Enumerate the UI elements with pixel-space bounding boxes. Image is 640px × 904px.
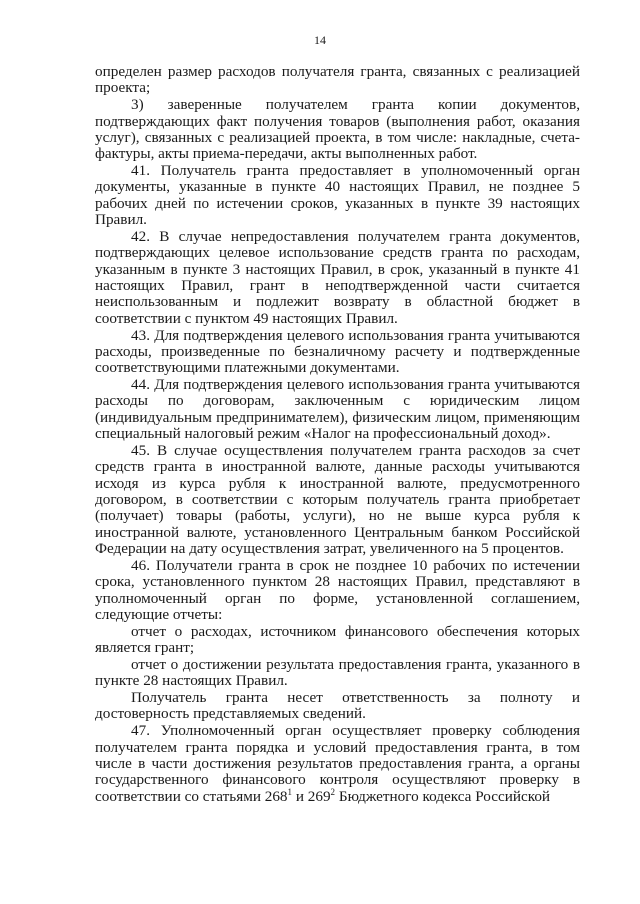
paragraph-47-text-a: 47. Уполномоченный орган осуществляет проверку соблюдения получателем гранта порядка и условий предоставления гранта, в том числе в части достижения результатов предоставления гранта, а органы государственного финансового контроля осуществляют проверку в соответствии со статьями 268	[95, 722, 580, 805]
paragraph-46-responsibility: Получатель гранта несет ответственность за полноту и достоверность представляемых сведений.	[95, 689, 580, 723]
document-body	[95, 64, 580, 805]
paragraph-46-report-results: отчет о достижении результата предоставления гранта, указанного в пункте 28 настоящих Правил.	[95, 655, 580, 690]
paragraph-continuation: определен размер расходов получателя гранта, связанных с реализацией проекта;	[95, 63, 580, 97]
paragraph-45: 45. В случае осуществления получателем гранта расходов за счет средств гранта в иностранной валюте, данные расходы учитываются исходя из курса рубля к иностранной валюте, предусмотренного договором, в соответствии с которым получатель гранта приобретает (получает) товары (работы, услуги), но не выше курса рубля к иностранной валюте, установленного Центральным банком Российской Федерации на дату осуществления затрат, увеличенного на 5 процентов.	[95, 441, 580, 557]
page-number: 14	[314, 33, 326, 47]
paragraph-41: 41. Получатель гранта предоставляет в уполномоченный орган документы, указанные в пункте 40 настоящих Правил, не позднее 5 рабочих дней по истечении сроков, указанных в пункте 39 настоящих Правил.	[95, 162, 580, 229]
paragraph-43: 43. Для подтверждения целевого использования гранта учитываются расходы, произведенные по безналичному расчету и подтвержденные соответствующими платежными документами.	[95, 326, 580, 377]
paragraph-42: 42. В случае непредоставления получателем гранта документов, подтверждающих целевое использование средств гранта по расходам, указанным в пункте 3 настоящих Правил, в срок, указанный в пункте 41 настоящих Правил, грант в неподтвержденной части считается неиспользованным и подлежит возврату в областной бюджет в соответствии с пунктом 49 настоящих Правил.	[95, 227, 580, 327]
paragraph-46-report-expenses: отчет о расходах, источником финансового обеспечения которых является грант;	[95, 622, 580, 657]
paragraph-item-3: 3) заверенные получателем гранта копии документов, подтверждающих факт получения товаров (выполнения работ, оказания услуг), связанных с реализацией проекта, в том числе: накладные, счета-фактуры, акты приема-передачи, акты выполненных работ.	[95, 96, 580, 163]
paragraph-46: 46. Получатели гранта в срок не позднее 10 рабочих по истечении срока, установленного пунктом 28 настоящих Правил, представляют в уполномоченный орган по форме, установленной соглашением, следующие отчеты:	[95, 556, 580, 623]
superscript-1: 1	[287, 786, 293, 797]
paragraph-47-text-c: Бюджетного кодекса Российской	[335, 787, 551, 805]
paragraph-47	[95, 723, 580, 805]
paragraph-44: 44. Для подтверждения целевого использования гранта учитываются расходы по договорам, заключенным с юридическим лицом (индивидуальным предпринимателем), физическим лицом, применяющим специальный налоговый режим «Налог на профессиональный доход».	[95, 376, 580, 443]
paragraph-47-text-b: и 269	[292, 787, 331, 805]
superscript-2: 2	[330, 786, 336, 797]
